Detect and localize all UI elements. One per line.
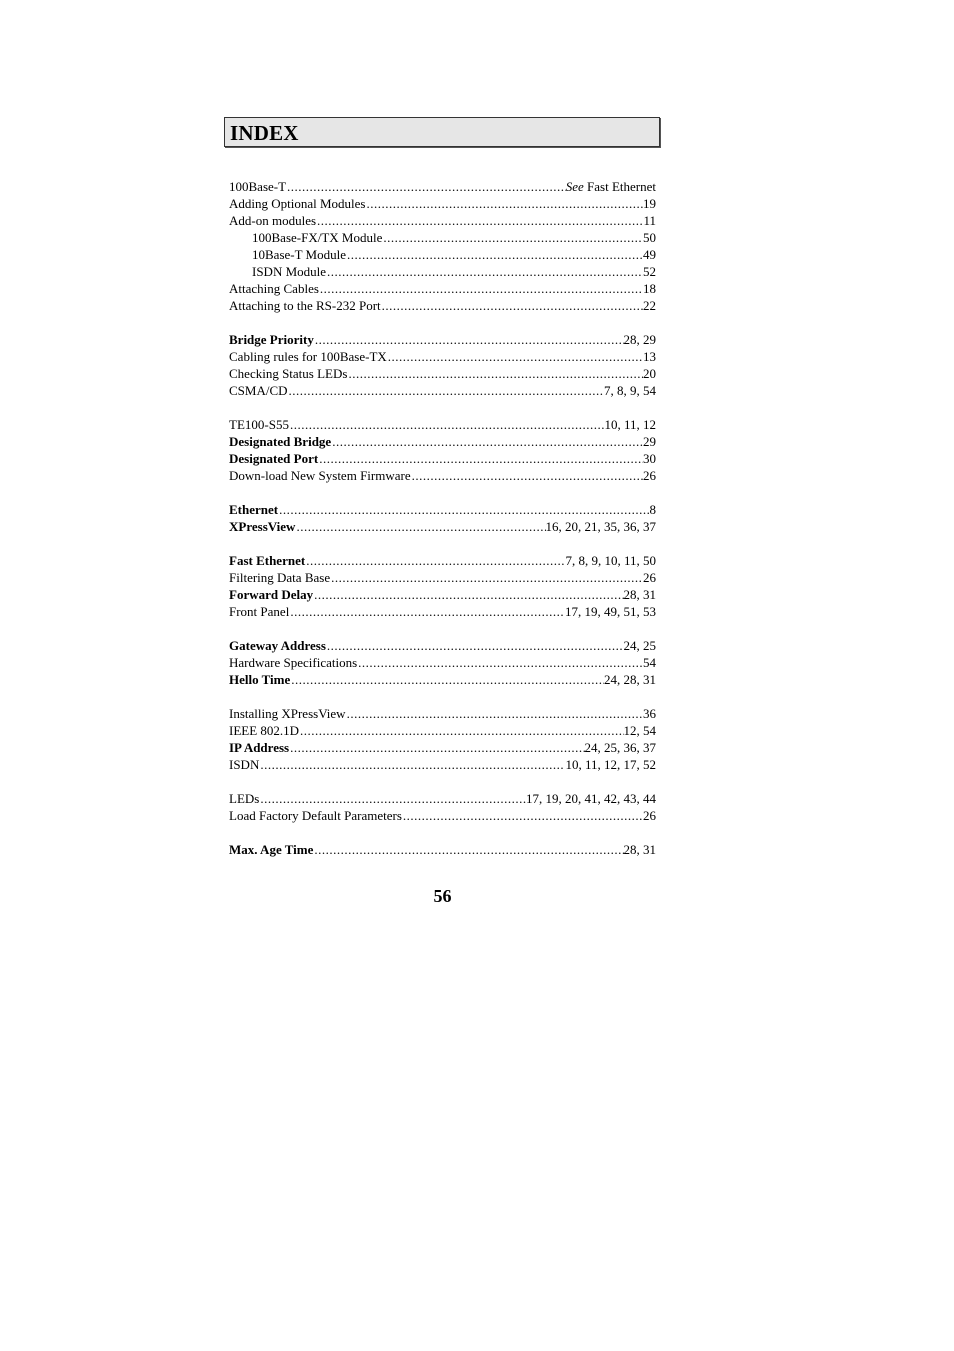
see-target: Fast Ethernet <box>583 179 656 194</box>
index-term: IEEE 802.1D <box>229 723 300 738</box>
see-reference: See <box>565 179 584 194</box>
index-pages: 24, 25 <box>623 638 656 653</box>
dot-leader <box>313 586 623 603</box>
index-pages: 30 <box>643 451 656 466</box>
index-pages: 24, 25, 36, 37 <box>584 740 656 755</box>
index-entry <box>229 280 656 297</box>
index-pages: 54 <box>643 655 656 670</box>
page-number: 56 <box>433 886 452 906</box>
index-pages: 29 <box>643 434 656 449</box>
dot-leader <box>347 365 643 382</box>
index-entry <box>229 807 656 824</box>
index-term: Checking Status LEDs <box>229 366 348 381</box>
index-entry <box>229 552 656 569</box>
index-entry <box>229 790 656 807</box>
index-entry <box>229 518 656 535</box>
index-group <box>229 637 656 688</box>
index-term: Adding Optional Modules <box>229 196 366 211</box>
index-entry <box>229 331 656 348</box>
index-group <box>229 790 656 824</box>
index-list <box>229 178 656 875</box>
index-term: Cabling rules for 100Base-TX <box>229 349 387 364</box>
dot-leader <box>411 467 643 484</box>
dot-leader <box>299 722 623 739</box>
dot-leader <box>331 433 643 450</box>
index-entry <box>229 569 656 586</box>
index-term: IP Address <box>229 740 290 755</box>
index-entry <box>229 671 656 688</box>
index-term: Attaching Cables <box>229 281 319 296</box>
dot-leader <box>313 841 623 858</box>
dot-leader <box>314 331 624 348</box>
index-pages: 28, 31 <box>623 842 656 857</box>
index-entry <box>229 348 656 365</box>
index-pages: 20 <box>643 366 656 381</box>
dot-leader <box>326 637 624 654</box>
index-term: TE100-S55 <box>229 417 289 432</box>
dot-leader <box>278 501 649 518</box>
index-pages: 11 <box>643 213 656 228</box>
index-term: Max. Age Time <box>229 842 314 857</box>
index-term: LEDs <box>229 791 260 806</box>
dot-leader <box>295 518 545 535</box>
index-term: Forward Delay <box>229 587 314 602</box>
dot-leader <box>381 297 643 314</box>
index-pages: 49 <box>643 247 656 262</box>
index-pages: 7, 8, 9, 54 <box>604 383 656 398</box>
index-entry <box>229 297 656 314</box>
index-pages: 19 <box>643 196 656 211</box>
index-title-box <box>224 117 660 147</box>
dot-leader <box>289 603 565 620</box>
page-title: INDEX <box>230 121 299 145</box>
index-entry <box>229 433 656 450</box>
index-entry <box>229 365 656 382</box>
index-entry <box>229 212 656 229</box>
index-term: ISDN <box>229 757 260 772</box>
dot-leader <box>318 450 643 467</box>
index-group <box>229 841 656 858</box>
dot-leader <box>319 280 643 297</box>
index-term: Add-on modules <box>229 213 317 228</box>
index-group <box>229 331 656 399</box>
index-entry <box>229 705 656 722</box>
index-group <box>229 416 656 484</box>
index-entry <box>229 603 656 620</box>
index-term: Hardware Specifications <box>229 655 358 670</box>
index-entry <box>229 739 656 756</box>
index-term: 100Base-T <box>229 179 287 194</box>
index-entry <box>229 841 656 858</box>
index-group <box>229 178 656 314</box>
index-pages: 36 <box>643 706 656 721</box>
index-pages: 13 <box>643 349 656 364</box>
index-term: Designated Port <box>229 451 319 466</box>
index-term: ISDN Module <box>252 264 327 279</box>
dot-leader <box>326 263 643 280</box>
index-subentry <box>229 263 656 280</box>
index-term: Installing XPressView <box>229 706 346 721</box>
index-pages: 52 <box>643 264 656 279</box>
index-pages: 26 <box>643 468 656 483</box>
index-pages: 50 <box>643 230 656 245</box>
index-term: Load Factory Default Parameters <box>229 808 402 823</box>
index-pages: 26 <box>643 570 656 585</box>
index-entry <box>229 586 656 603</box>
index-term: Gateway Address <box>229 638 326 653</box>
index-term: Designated Bridge <box>229 434 332 449</box>
index-subentry <box>229 229 656 246</box>
index-pages: 12, 54 <box>623 723 656 738</box>
index-pages: 7, 8, 9, 10, 11, 50 <box>565 553 656 568</box>
index-pages: 10, 11, 12 <box>604 417 656 432</box>
index-term: Down-load New System Firmware <box>229 468 411 483</box>
index-term: 100Base-FX/TX Module <box>252 230 383 245</box>
dot-leader <box>286 178 566 195</box>
index-pages <box>566 178 656 195</box>
index-pages: 8 <box>649 502 656 517</box>
index-entry <box>229 722 656 739</box>
index-term: 10Base-T Module <box>252 247 346 262</box>
dot-leader <box>330 569 643 586</box>
index-pages: 18 <box>643 281 656 296</box>
index-pages: 17, 19, 49, 51, 53 <box>565 604 656 619</box>
index-group <box>229 501 656 535</box>
index-pages: 10, 11, 12, 17, 52 <box>565 757 656 772</box>
index-term: Hello Time <box>229 672 291 687</box>
dot-leader <box>382 229 643 246</box>
index-pages: 22 <box>643 298 656 313</box>
dot-leader <box>259 790 526 807</box>
index-subentry <box>229 246 656 263</box>
dot-leader <box>346 705 643 722</box>
dot-leader <box>289 416 605 433</box>
index-term: Fast Ethernet <box>229 553 306 568</box>
index-entry <box>229 382 656 399</box>
index-term: Front Panel <box>229 604 290 619</box>
dot-leader <box>305 552 565 569</box>
index-group <box>229 552 656 620</box>
index-entry <box>229 756 656 773</box>
dot-leader <box>366 195 644 212</box>
index-entry <box>229 637 656 654</box>
index-entry <box>229 178 656 195</box>
index-term: Ethernet <box>229 502 279 517</box>
dot-leader <box>387 348 643 365</box>
index-term: CSMA/CD <box>229 383 288 398</box>
dot-leader <box>357 654 643 671</box>
index-group <box>229 705 656 773</box>
dot-leader <box>259 756 565 773</box>
index-term: Attaching to the RS-232 Port <box>229 298 381 313</box>
index-entry <box>229 501 656 518</box>
dot-leader <box>289 739 584 756</box>
dot-leader <box>402 807 643 824</box>
index-pages: 24, 28, 31 <box>604 672 656 687</box>
index-entry <box>229 467 656 484</box>
index-pages: 28, 31 <box>623 587 656 602</box>
index-pages: 26 <box>643 808 656 823</box>
index-pages: 28, 29 <box>623 332 656 347</box>
dot-leader <box>288 382 604 399</box>
index-entry <box>229 195 656 212</box>
index-term: Bridge Priority <box>229 332 314 347</box>
index-term: Filtering Data Base <box>229 570 331 585</box>
index-pages: 17, 19, 20, 41, 42, 43, 44 <box>526 791 656 806</box>
index-entry <box>229 416 656 433</box>
dot-leader <box>290 671 604 688</box>
index-term: XPressView <box>229 519 296 534</box>
index-entry <box>229 654 656 671</box>
dot-leader <box>316 212 643 229</box>
index-pages: 16, 20, 21, 35, 36, 37 <box>545 519 656 534</box>
dot-leader <box>346 246 643 263</box>
index-entry <box>229 450 656 467</box>
